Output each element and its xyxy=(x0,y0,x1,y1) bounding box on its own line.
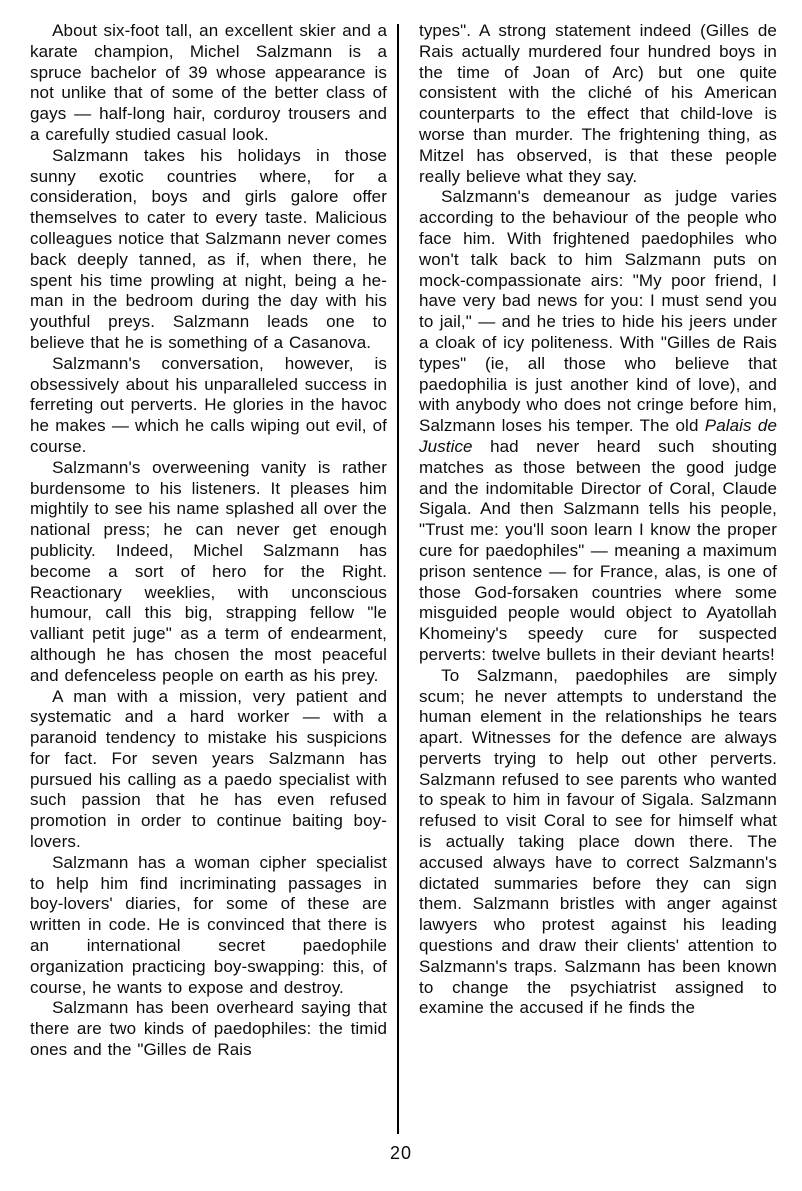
paragraph xyxy=(419,666,777,1020)
text-run: Salzmann's overweening vanity is rather burdensome to his listeners. It pleases him mightily to see his name splashed all over the national press; he can never get enough publicity. Indeed, Michel Salzmann has become a sort of hero for the Right. Reactionary weeklies, with unconscious humour, call this big, strapping fellow "le valliant petit juge" as a term of endearment, although he has chosen the most peaceful and defenceless people on earth as his prey. xyxy=(30,457,387,685)
column-divider xyxy=(397,24,399,1134)
text-run: About six-foot tall, an excellent skier and a karate champion, Michel Salzmann is a spruce bachelor of 39 whose appearance is not unlike that of some of the better class of gays — half-long hair, corduroy trousers and a carefully studied casual look. xyxy=(30,21,387,144)
paragraph xyxy=(30,458,387,687)
paragraph xyxy=(30,146,387,354)
page-number: 20 xyxy=(389,1143,413,1163)
paragraph xyxy=(30,21,387,146)
text-run: To Salzmann, paedophiles are simply scum; he never attempts to understand the human element in the relationships he tears apart. Witnesses for the defence are always perverts trying to help out other perverts. Salzmann refused to see parents who wanted to speak to him in favour of Sigala. Salzmann refused to visit Coral to see for himself what is actually taking place down there. The accused always have to correct Salzmann's dictated summaries before they can sign them. Salzmann bristles with anger against lawyers who protest against his leading questions and draw their clients' attention to Salzmann's traps. Salzmann has been known to change the psychiatrist assigned to examine the accused if he finds the xyxy=(419,665,777,1018)
text-run: had never heard such shouting matches as those between the good judge and the indomitable Director of Coral, Claude Sigala. And then Salzmann tells his people, "Trust me: you'll soon learn I know the proper cure for paedophiles" — meaning a maximum prison sentence — for France, alas, is one of those God-forsaken countries where some misguided people would object to Ayatollah Khomeiny's speedy cure for suspected perverts: twelve bullets in their deviant hearts! xyxy=(419,436,777,664)
text-run: Salzmann's conversation, however, is obsessively about his unparalleled success in ferreting out perverts. He glories in the havoc he makes — which he calls wiping out evil, of course. xyxy=(30,353,387,456)
paragraph xyxy=(30,354,387,458)
text-run: Salzmann's demeanour as judge varies according to the behaviour of the people who face him. With frightened paedophiles who won't talk back to him Salzmann puts on mock-compassionate airs: "My poor friend, I have very bad news for you: I must send you to jail," — and he tries to hide his jeers under a cloak of icy politeness. With "Gilles de Rais types" (ie, all those who believe that paedophilia is just another kind of love), and with anybody who does not cringe before him, Salzmann loses his temper. The old xyxy=(419,187,777,436)
italic-text: Palais de Justice xyxy=(419,416,778,456)
left-column xyxy=(30,21,387,1061)
right-column xyxy=(419,21,777,1019)
paragraph xyxy=(30,853,387,999)
paragraph xyxy=(419,187,777,665)
text-run: Salzmann has been overheard saying that there are two kinds of paedophiles: the timid ones and the "Gilles de Rais xyxy=(30,998,387,1060)
text-run: Salzmann has a woman cipher specialist to help him find incriminating passages in boy-lovers' diaries, for some of these are written in code. He is convinced that there is an international secret paedophile organization practicing boy-swapping: this, of course, he wants to expose and destroy. xyxy=(30,852,387,997)
paragraph xyxy=(30,687,387,853)
text-run: A man with a mission, very patient and systematic and a hard worker — with a paranoid tendency to mistake his suspicions for fact. For seven years Salzmann has pursued his calling as a paedo specialist with such passion that he has even refused promotion in order to continue baiting boy-lovers. xyxy=(30,686,387,852)
paragraph xyxy=(419,21,777,187)
paragraph xyxy=(30,998,387,1060)
text-run: Salzmann takes his holidays in those sunny exotic countries where, for a consideration, boys and girls galore offer themselves to cater to every taste. Malicious colleagues notice that Salzmann never comes back deeply tanned, as if, when there, he spent his time prowling at night, being a he-man in the bedroom during the day with his youthful preys. Salzmann leads one to believe that he is something of a Casanova. xyxy=(30,145,387,352)
text-run: types". A strong statement indeed (Gilles de Rais actually murdered four hundred boys in the time of Joan of Arc) but one quite consistent with the cliché of his American counterparts to the effect that child-love is worse than murder. The frightening thing, as Mitzel has observed, is that these people really believe what they say. xyxy=(419,21,777,186)
